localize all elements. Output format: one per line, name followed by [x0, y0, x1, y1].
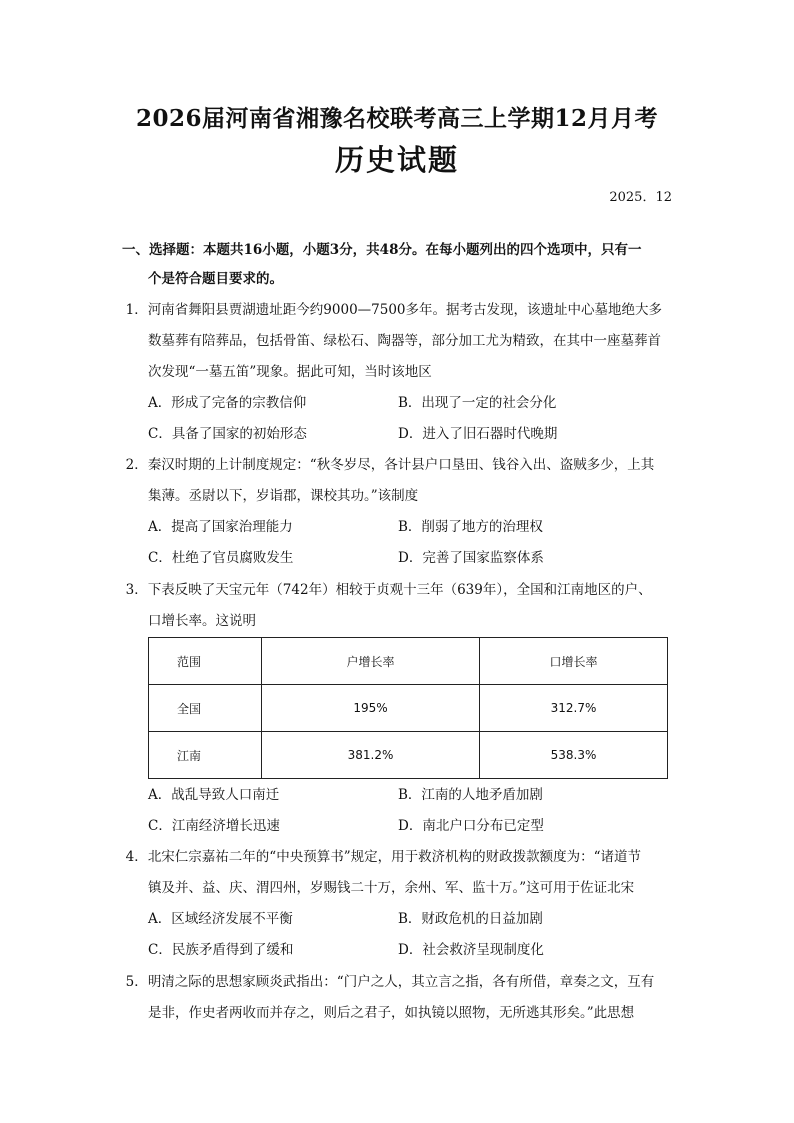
option-d: D．社会救济呈现制度化	[398, 942, 544, 958]
question-5	[126, 967, 674, 1029]
option-d: D．完善了国家监察体系	[398, 550, 544, 566]
question-stem-line: 次发现“一墓五笛”现象。据此可知，当时该地区	[148, 364, 432, 380]
growth-rate-table	[148, 637, 668, 779]
question-number: 4．	[125, 849, 148, 865]
question-stem-line: 数墓葬有陪葬品，包括骨笛、绿松石、陶器等，部分加工尤为精致，在其中一座墓葬首	[148, 333, 661, 349]
exam-subject: 历史试题	[334, 143, 459, 177]
table-row	[149, 732, 668, 779]
question-stem-line: 3．下表反映了天宝元年（742年）相较于贞观十三年（639年），全国和江南地区的户、	[126, 575, 674, 606]
option-b: B．削弱了地方的治理权	[398, 519, 543, 535]
option-a: A．区域经济发展不平衡	[148, 911, 293, 927]
question-stem-line: 镇及并、益、庆、渭四州，岁赐钱二十万，余州、军、监十万。”这可用于佐证北宋	[148, 880, 635, 896]
options-row	[126, 780, 674, 811]
options-row	[126, 512, 674, 543]
exam-date: 2025．12	[609, 190, 672, 205]
table-row	[149, 685, 668, 732]
question-stem-line: 1．河南省舞阳县贾湖遗址距今约9000—7500多年。据考古发现，该遗址中心墓地绝大多	[126, 295, 674, 326]
question-3-options	[126, 780, 674, 842]
table-cell: 381.2%	[262, 732, 480, 779]
question-stem-line: 口增长率。这说明	[148, 613, 256, 629]
question-number: 3．	[125, 582, 148, 598]
option-d: D．进入了旧石器时代晚期	[398, 426, 558, 442]
option-d: D．南北户口分布已定型	[398, 818, 544, 834]
question-number: 2．	[125, 457, 148, 473]
table-header: 户增长率	[262, 638, 480, 685]
section-instructions	[122, 236, 682, 294]
options-row	[126, 935, 674, 966]
question-1	[126, 295, 674, 450]
options-row	[126, 419, 674, 450]
options-row	[126, 388, 674, 419]
option-a: A．提高了国家治理能力	[148, 519, 293, 535]
option-a: A．战乱导致人口南迁	[148, 787, 280, 803]
question-stem-line: 是非，作史者两收而并存之，则后之君子，如执镜以照物，无所逃其形矣。”此思想	[148, 1005, 635, 1021]
section-line-2: 个是符合题目要求的。	[148, 271, 283, 287]
question-stem-line: 集薄。丞尉以下，岁诣郡，课校其功。”该制度	[148, 488, 419, 504]
question-3	[126, 575, 674, 637]
option-a: A．形成了完备的宗教信仰	[148, 395, 307, 411]
option-b: B．出现了一定的社会分化	[398, 395, 557, 411]
question-stem-line: 4．北宋仁宗嘉祐二年的“中央预算书”规定，用于救济机构的财政拨款额度为：“诸道节	[126, 842, 674, 873]
table-cell: 538.3%	[480, 732, 668, 779]
option-c: C．杜绝了官员腐败发生	[148, 550, 294, 566]
option-c: C．民族矛盾得到了缓和	[148, 942, 294, 958]
question-stem-line: 5．明清之际的思想家顾炎武指出：“门户之人，其立言之指，各有所借，章奏之文，互有	[126, 967, 674, 998]
options-row	[126, 904, 674, 935]
options-row	[126, 811, 674, 842]
table-header-row	[149, 638, 668, 685]
section-line-1: 一、选择题：本题共16小题，小题3分，共48分。在每小题列出的四个选项中，只有一	[122, 242, 642, 258]
option-b: B．江南的人地矛盾加剧	[398, 787, 543, 803]
question-2	[126, 450, 674, 574]
question-number: 1．	[125, 302, 148, 318]
option-c: C．江南经济增长迅速	[148, 818, 280, 834]
table-cell: 全国	[149, 685, 262, 732]
question-number: 5．	[125, 974, 148, 990]
exam-title: 2026届河南省湘豫名校联考高三上学期12月月考	[135, 105, 659, 132]
table-header: 范围	[149, 638, 262, 685]
options-row	[126, 543, 674, 574]
question-4	[126, 842, 674, 966]
table-cell: 312.7%	[480, 685, 668, 732]
table-cell: 195%	[262, 685, 480, 732]
table-cell: 江南	[149, 732, 262, 779]
option-c: C．具备了国家的初始形态	[148, 426, 307, 442]
option-b: B．财政危机的日益加剧	[398, 911, 543, 927]
question-stem-line: 2．秦汉时期的上计制度规定：“秋冬岁尽，各计县户口垦田、钱谷入出、盗贼多少，上其	[126, 450, 674, 481]
table-header: 口增长率	[480, 638, 668, 685]
